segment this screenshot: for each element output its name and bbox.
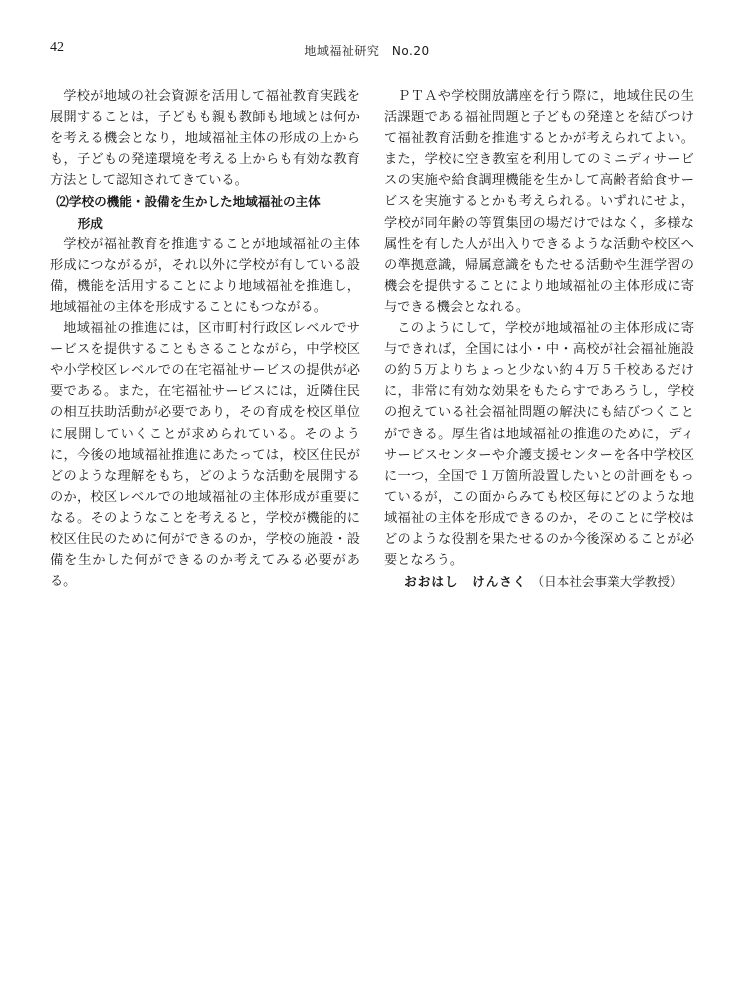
section-heading-continuation: 形成 bbox=[77, 215, 103, 231]
page-number: 42 bbox=[50, 40, 64, 55]
paragraph: 地域福祉の推進には，区市町村行政区レベルでサービスを提供することもさることながら，中学校区や小学校区レベルでの在宅福祉サービスの提供が必要である。また，在宅福祉サービスには，近隣住民の相互扶助活動が必要であり，その育成を校区単位に展開していくことが求められている。そのように，今後の地域福祉推進にあたっては，校区住民がどのような理解をもち，どのような活動を展開するのか，校区レベルでの地域福祉の主体形成が重要になる。そのようなことを考えると，学校が機能的に校区住民のために何ができるのか，学校の施設・設備を生かした何ができるのか考えてみる必要がある。 bbox=[50, 321, 360, 590]
section-heading-text: ⑵学校の機能・設備を生かした地域福祉の主体 bbox=[56, 194, 321, 210]
section-heading bbox=[50, 191, 360, 233]
paragraph: このようにして，学校が地域福祉の主体形成に寄与できれば，全国には小・中・高校が社会福祉施設の約５万よりちょっと少ない約４万５千校あるだけに，非常に有効な効果をもたらすであろうし，学校の抱えている社会福祉問題の解決にも結びつくことができる。厚生省は地域福祉の推進のために，ディサービスセンターや介護支援センターを各中学校区に一つ，全国で１万箇所設置したいとの計画をもっているが，この面からみても校区毎にどのような地域福祉の主体を形成できるのか，そのことに学校はどのような役割を果たせるのか今後深めることが必要となろう。 bbox=[384, 321, 694, 569]
left-column bbox=[50, 86, 360, 592]
author-name: おおはし けんさく bbox=[404, 574, 527, 590]
paragraph: ＰＴＡや学校開放講座を行う際に，地域住民の生活課題である福祉問題と子どもの発達とを結びつけて福祉教育活動を推進するとかが考えられてよい。また，学校に空き教室を利用してのミニディサービスの実施や給食調理機能を生かして高齢者給食サービスを実施するとかも考えられる。いずれにせよ，学校が同年齢の等質集団の場だけではなく，多様な属性を有した人が出入りできるような活動や校区への準拠意識，帰属意識をもたせる活動や生涯学習の機会を提供することにより地域福祉の主体形成に寄与できる機会となれる。 bbox=[384, 89, 694, 315]
author-signature bbox=[384, 571, 694, 592]
right-column bbox=[384, 86, 694, 592]
paragraph: 学校が地域の社会資源を活用して福祉教育実践を展開することは，子どもも親も教師も地域とは何かを考える機会となり，地域福祉主体の形成の上からも，子どもの発達環境を考える上からも有効な教育方法として認知されてきている。 bbox=[50, 89, 360, 189]
running-header: 地域福祉研究 No.20 bbox=[304, 44, 430, 58]
author-affiliation: （日本社会事業大学教授） bbox=[531, 574, 683, 590]
paragraph: 学校が福祉教育を推進することが地域福祉の主体形成につながるが，それ以外に学校が有している設備，機能を活用することにより地域福祉を推進し，地域福祉の主体を形成することにもつながる。 bbox=[50, 236, 360, 315]
